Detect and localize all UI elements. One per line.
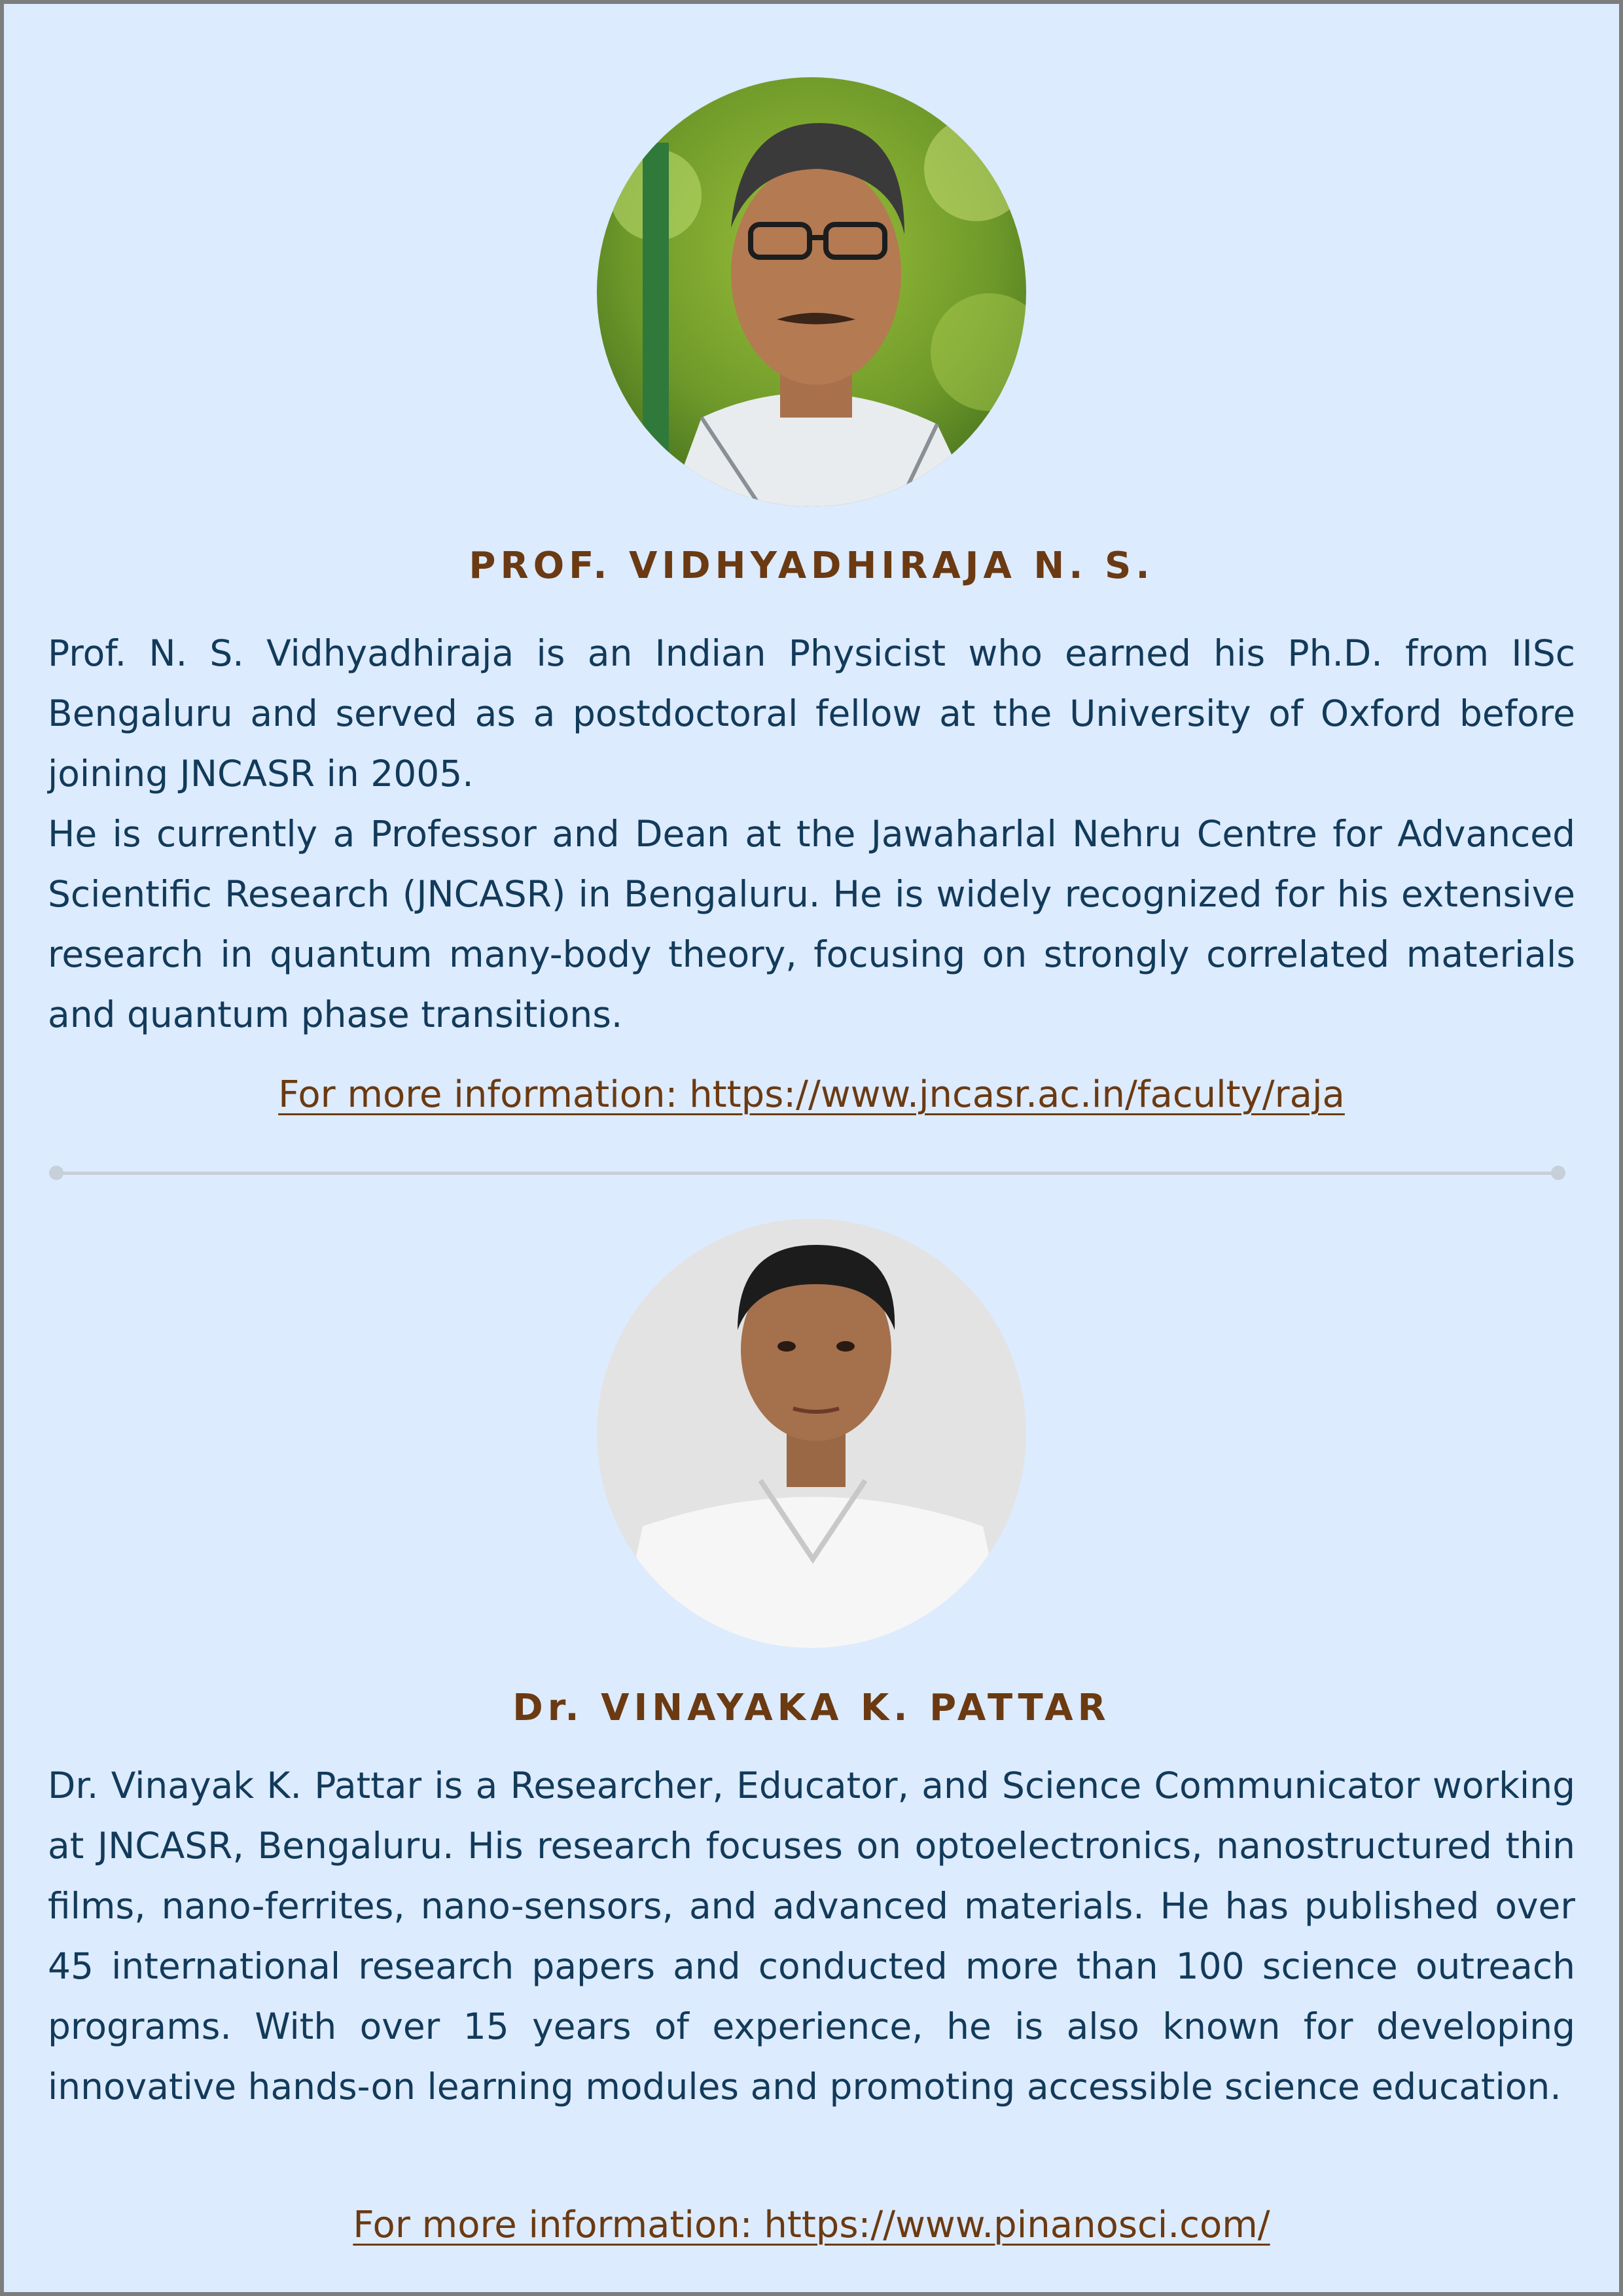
- portrait-image: [597, 1219, 1026, 1648]
- section-divider: [56, 1172, 1558, 1175]
- bio-paragraph: Prof. N. S. Vidhyadhiraja is an Indian Physicist who earned his Ph.D. from IISc Bengaluru and served as a postdoctoral fellow at the University of Oxford before joining JNCASR in 2005.: [48, 632, 1575, 795]
- divider-endpoint: [1551, 1166, 1565, 1180]
- portrait-image: [597, 77, 1026, 507]
- bio-paragraph: Dr. Vinayak K. Pattar is a Researcher, Educator, and Science Communicator working at JNCASR, Bengaluru. His research focuses on optoelectronics, nanostructured thin films, nano-ferrites, nano-sensors, and advanced materials. He has published over 45 international research papers and conducted more than 100 science outreach programs. With over 15 years of experience, he is also known for developing innovative hands-on learning modules and promoting accessible science education.: [48, 1765, 1575, 2108]
- profile-photo-pattar: [597, 1219, 1026, 1648]
- more-info-link[interactable]: For more information: https://www.jncasr.ac.in/faculty/raja: [278, 1073, 1345, 1116]
- profile-name: Dr. VINAYAKA K. PATTAR: [512, 1687, 1111, 1729]
- profile-photo-vidhyadhiraja: [597, 77, 1026, 507]
- more-info-link[interactable]: For more information: https://www.pinanosci.com/: [353, 2204, 1270, 2246]
- bio-paragraph: He is currently a Professor and Dean at the Jawaharlal Nehru Centre for Advanced Scientific Research (JNCASR) in Bengaluru. He is widely recognized for his extensive research in quantum many-body theory, focusing on strongly correlated materials and quantum phase transitions.: [48, 813, 1575, 1035]
- profile-bio: [48, 623, 1575, 1045]
- profile-bio: [48, 1755, 1575, 2117]
- profile-name: PROF. VIDHYADHIRAJA N. S.: [469, 545, 1154, 587]
